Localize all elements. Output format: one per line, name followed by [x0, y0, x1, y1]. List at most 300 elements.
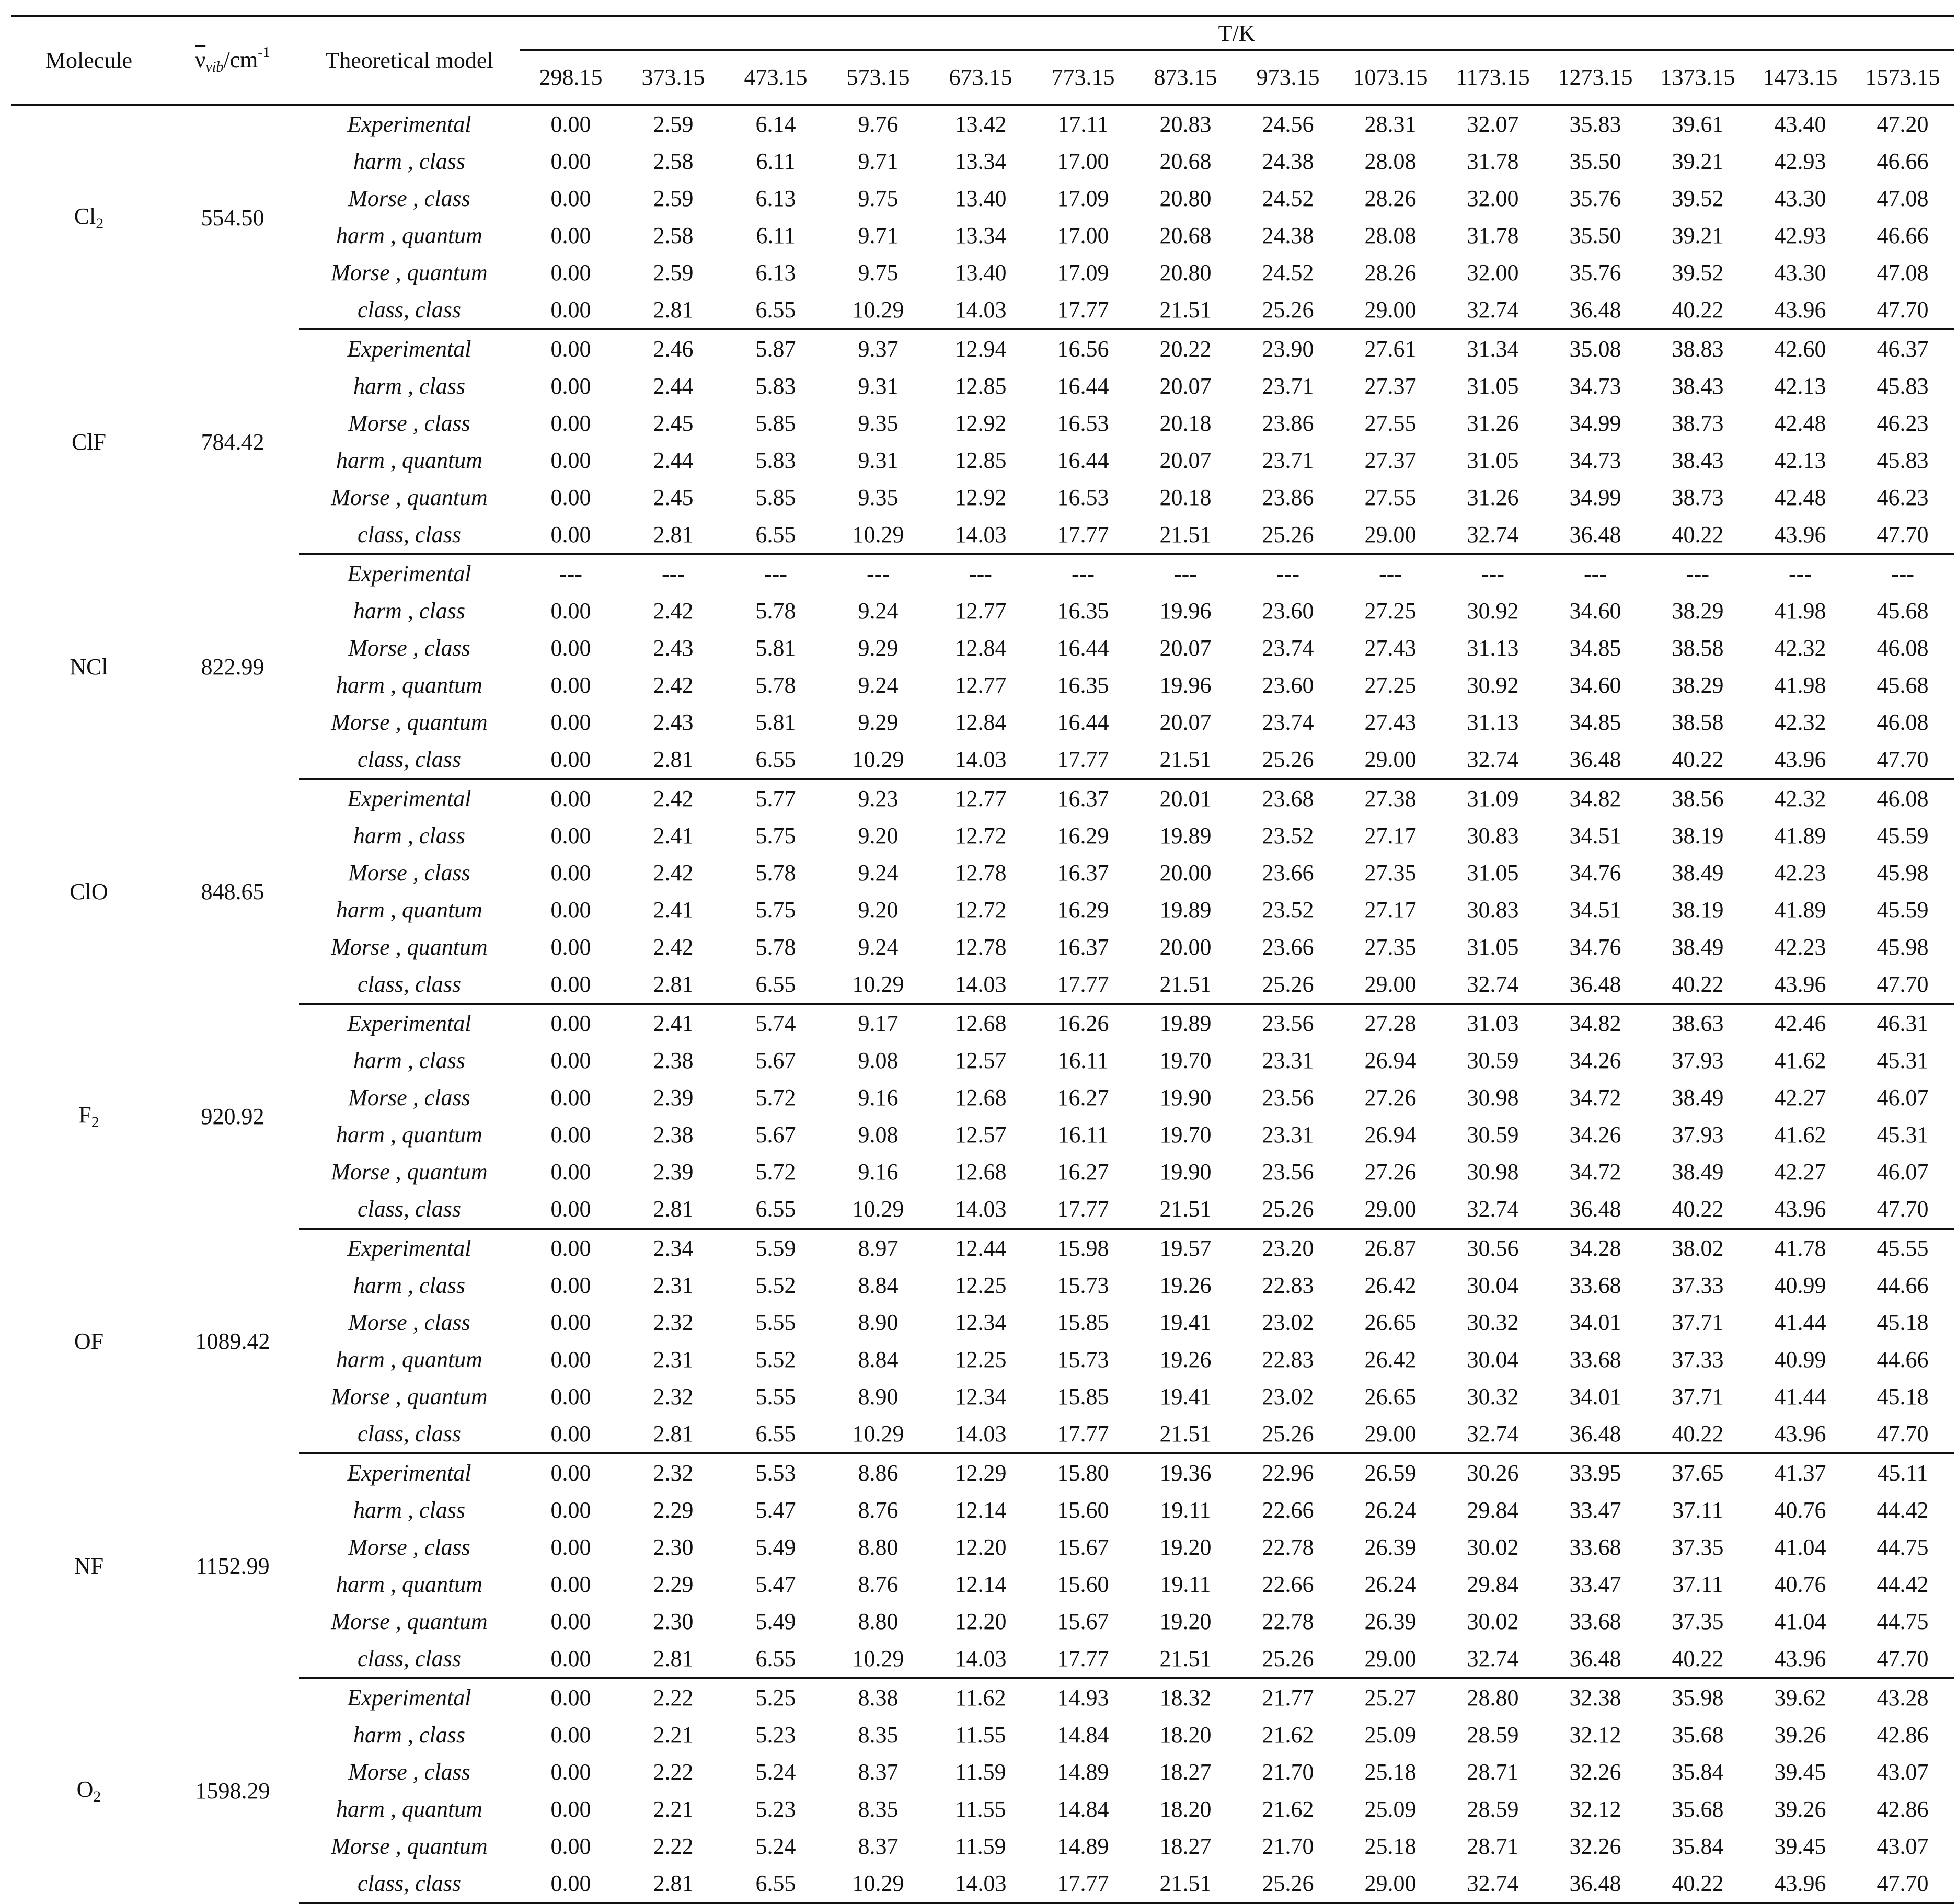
value-cell: 19.26: [1159, 1347, 1212, 1372]
table-row: [11, 928, 1954, 966]
value-cell: 0.00: [550, 410, 591, 436]
value-cell: 23.31: [1262, 1122, 1314, 1148]
table-row: [11, 1453, 1954, 1492]
value-cell: 19.20: [1159, 1609, 1212, 1634]
value-cell: 39.52: [1672, 186, 1724, 211]
value-cell: 6.55: [724, 291, 827, 329]
value-cell: 5.47: [755, 1497, 796, 1523]
value-cell: 5.24: [755, 1759, 796, 1785]
value-cell: 2.41: [653, 823, 694, 848]
value-cell: 10.29: [827, 1865, 929, 1903]
value-cell: 15.73: [1057, 1347, 1109, 1372]
value-cell: 40.22: [1647, 1190, 1749, 1229]
value-cell: 2.42: [653, 786, 694, 811]
table-row: [11, 1640, 1954, 1678]
value-cell: 37.35: [1672, 1534, 1724, 1560]
value-cell: 0.00: [550, 709, 591, 735]
value-cell: 45.11: [1877, 1460, 1928, 1486]
value-cell: 20.80: [1159, 260, 1212, 285]
value-cell: ---: [867, 561, 890, 587]
value-cell: 14.93: [1057, 1685, 1109, 1711]
wavenumber-cell: 784.42: [201, 429, 264, 455]
value-cell: 41.62: [1774, 1122, 1826, 1148]
value-cell: 21.62: [1262, 1722, 1314, 1748]
value-cell: 16.56: [1057, 336, 1109, 362]
value-cell: 32.07: [1467, 111, 1519, 137]
value-cell: 23.60: [1262, 672, 1314, 698]
value-cell: 38.73: [1672, 485, 1724, 510]
value-cell: 46.08: [1877, 786, 1929, 811]
value-cell: 2.39: [653, 1159, 694, 1185]
value-cell: 31.78: [1467, 148, 1519, 174]
value-cell: 9.76: [858, 111, 899, 137]
table-row: [11, 817, 1954, 854]
value-cell: 10.29: [827, 1190, 929, 1229]
value-cell: 30.83: [1467, 897, 1519, 923]
value-cell: 43.28: [1877, 1685, 1929, 1711]
value-cell: 39.61: [1672, 111, 1724, 137]
value-cell: 41.44: [1774, 1310, 1826, 1335]
value-cell: 47.70: [1851, 1190, 1954, 1229]
value-cell: 12.34: [954, 1310, 1007, 1335]
value-cell: 33.68: [1569, 1347, 1621, 1372]
value-cell: 14.03: [929, 1640, 1032, 1678]
value-cell: 20.00: [1159, 934, 1212, 960]
temperature-header: 1373.15: [1647, 50, 1749, 105]
model-cell: class, class: [299, 1190, 520, 1229]
value-cell: 5.52: [755, 1347, 796, 1372]
table-row: [11, 291, 1954, 329]
value-cell: 32.74: [1442, 1190, 1544, 1229]
value-cell: 28.26: [1364, 260, 1417, 285]
value-cell: 23.20: [1262, 1235, 1314, 1261]
model-cell: Experimental: [347, 786, 471, 811]
value-cell: 38.58: [1672, 635, 1724, 661]
value-cell: 23.56: [1262, 1085, 1314, 1110]
value-cell: 26.39: [1364, 1609, 1417, 1634]
value-cell: 30.59: [1467, 1048, 1519, 1073]
value-cell: 12.57: [954, 1122, 1007, 1148]
value-cell: 47.70: [1851, 1415, 1954, 1453]
table-row: [11, 1566, 1954, 1603]
value-cell: 45.55: [1877, 1235, 1929, 1261]
value-cell: 21.70: [1262, 1759, 1314, 1785]
value-cell: 38.19: [1672, 823, 1724, 848]
value-cell: 2.21: [653, 1796, 694, 1822]
value-cell: 24.52: [1262, 186, 1314, 211]
value-cell: 0.00: [520, 1865, 622, 1903]
value-cell: 12.77: [954, 598, 1007, 624]
value-cell: 9.71: [858, 223, 899, 248]
value-cell: 5.55: [755, 1310, 796, 1335]
value-cell: 2.45: [653, 410, 694, 436]
value-cell: 28.31: [1364, 111, 1417, 137]
value-cell: 9.24: [858, 672, 899, 698]
value-cell: 42.23: [1774, 934, 1826, 960]
value-cell: 12.84: [954, 635, 1007, 661]
value-cell: 34.82: [1569, 1011, 1621, 1036]
value-cell: 12.14: [954, 1497, 1007, 1523]
value-cell: 38.43: [1672, 448, 1724, 473]
value-cell: 13.40: [954, 260, 1007, 285]
value-cell: 16.11: [1057, 1048, 1109, 1073]
value-cell: 43.40: [1774, 111, 1826, 137]
value-cell: 12.94: [954, 336, 1007, 362]
value-cell: 9.75: [858, 186, 899, 211]
value-cell: 2.81: [622, 741, 724, 779]
temperature-header: 873.15: [1134, 50, 1237, 105]
value-cell: 34.01: [1569, 1310, 1621, 1335]
table-row: [11, 704, 1954, 741]
value-cell: 23.71: [1262, 373, 1314, 399]
table-row: [11, 554, 1954, 592]
value-cell: 12.72: [954, 897, 1007, 923]
value-cell: 26.42: [1364, 1272, 1417, 1298]
value-cell: 2.30: [653, 1534, 694, 1560]
value-cell: 14.89: [1057, 1759, 1109, 1785]
value-cell: 17.77: [1032, 1865, 1134, 1903]
value-cell: 21.51: [1134, 966, 1237, 1004]
value-cell: 2.38: [653, 1048, 694, 1073]
value-cell: 23.02: [1262, 1384, 1314, 1409]
value-cell: 6.13: [755, 186, 796, 211]
value-cell: 2.81: [622, 1190, 724, 1229]
table-row: [11, 891, 1954, 928]
value-cell: 5.49: [755, 1534, 796, 1560]
value-cell: 15.98: [1057, 1235, 1109, 1261]
value-cell: 5.67: [755, 1122, 796, 1148]
value-cell: 0.00: [550, 1122, 591, 1148]
value-cell: 19.89: [1159, 897, 1212, 923]
value-cell: 38.49: [1672, 1085, 1724, 1110]
table-row: [11, 1190, 1954, 1229]
value-cell: 2.44: [653, 373, 694, 399]
value-cell: 15.85: [1057, 1310, 1109, 1335]
value-cell: 6.55: [724, 1640, 827, 1678]
table-row: [11, 1378, 1954, 1415]
value-cell: 19.70: [1159, 1048, 1212, 1073]
value-cell: 8.80: [858, 1609, 899, 1634]
model-cell: harm , class: [353, 1722, 465, 1748]
value-cell: 43.07: [1877, 1759, 1929, 1785]
value-cell: 5.78: [755, 598, 796, 624]
value-cell: 9.16: [858, 1159, 899, 1185]
value-cell: 28.71: [1467, 1833, 1519, 1859]
table-row: [11, 854, 1954, 891]
value-cell: 19.89: [1159, 1011, 1212, 1036]
value-cell: 10.29: [827, 966, 929, 1004]
value-cell: 11.55: [955, 1722, 1006, 1748]
value-cell: 45.98: [1877, 934, 1929, 960]
value-cell: 18.20: [1159, 1796, 1212, 1822]
table-row: [11, 1828, 1954, 1865]
value-cell: 47.70: [1851, 741, 1954, 779]
value-cell: 23.90: [1262, 336, 1314, 362]
value-cell: 11.62: [955, 1685, 1006, 1711]
value-cell: 2.81: [622, 291, 724, 329]
model-cell: Morse , quantum: [331, 1384, 488, 1409]
value-cell: 17.77: [1032, 516, 1134, 554]
value-cell: 45.59: [1877, 823, 1929, 848]
value-cell: 31.26: [1467, 485, 1519, 510]
value-cell: 19.96: [1159, 672, 1212, 698]
value-cell: 25.18: [1364, 1833, 1417, 1859]
value-cell: ---: [1789, 561, 1812, 587]
value-cell: ---: [662, 561, 685, 587]
value-cell: 9.16: [858, 1085, 899, 1110]
value-cell: 21.51: [1134, 1190, 1237, 1229]
model-cell: harm , class: [353, 598, 465, 624]
value-cell: 19.20: [1159, 1534, 1212, 1560]
molecule-subscript: 2: [91, 1113, 99, 1131]
model-cell: Experimental: [347, 1235, 471, 1261]
model-cell: Morse , class: [348, 1759, 470, 1785]
value-cell: 16.27: [1057, 1159, 1109, 1185]
value-cell: ---: [1379, 561, 1402, 587]
value-cell: 5.87: [755, 336, 796, 362]
value-cell: 23.56: [1262, 1011, 1314, 1036]
value-cell: 37.71: [1672, 1310, 1724, 1335]
value-cell: 36.48: [1544, 1865, 1647, 1903]
value-cell: 30.02: [1467, 1534, 1519, 1560]
value-cell: 11.59: [955, 1759, 1006, 1785]
value-cell: 30.59: [1467, 1122, 1519, 1148]
value-cell: 35.76: [1569, 260, 1621, 285]
value-cell: 43.96: [1749, 966, 1851, 1004]
value-cell: 46.23: [1877, 485, 1929, 510]
value-cell: 17.11: [1057, 111, 1109, 137]
value-cell: 46.23: [1877, 410, 1929, 436]
value-cell: 38.19: [1672, 897, 1724, 923]
value-cell: 33.47: [1569, 1572, 1621, 1597]
value-cell: 29.00: [1339, 741, 1442, 779]
value-cell: 38.63: [1672, 1011, 1724, 1036]
value-cell: 22.83: [1262, 1347, 1314, 1372]
value-cell: 5.47: [755, 1572, 796, 1597]
value-cell: 43.96: [1749, 1865, 1851, 1903]
temperature-header: 1273.15: [1544, 50, 1647, 105]
value-cell: 41.62: [1774, 1048, 1826, 1073]
value-cell: 38.49: [1672, 1159, 1724, 1185]
value-cell: 35.84: [1672, 1833, 1724, 1859]
value-cell: ---: [559, 561, 582, 587]
table-row: [11, 1753, 1954, 1791]
value-cell: 19.41: [1159, 1384, 1212, 1409]
value-cell: 9.37: [858, 336, 899, 362]
value-cell: 12.72: [954, 823, 1007, 848]
model-cell: Morse , quantum: [331, 485, 488, 510]
value-cell: 0.00: [550, 1796, 591, 1822]
value-cell: 12.78: [954, 934, 1007, 960]
value-cell: 27.35: [1364, 934, 1417, 960]
value-cell: 10.29: [827, 1415, 929, 1453]
value-cell: 24.52: [1262, 260, 1314, 285]
value-cell: 0.00: [520, 1640, 622, 1678]
value-cell: 46.66: [1877, 148, 1929, 174]
value-cell: 28.08: [1364, 223, 1417, 248]
value-cell: 33.68: [1569, 1609, 1621, 1634]
temperature-header: 373.15: [622, 50, 724, 105]
value-cell: 20.22: [1159, 336, 1212, 362]
value-cell: 19.26: [1159, 1272, 1212, 1298]
value-cell: 14.03: [929, 741, 1032, 779]
value-cell: 2.29: [653, 1497, 694, 1523]
value-cell: 6.55: [724, 741, 827, 779]
molecule-cell: [11, 1004, 166, 1229]
value-cell: 5.75: [755, 897, 796, 923]
value-cell: 38.49: [1672, 934, 1724, 960]
model-cell: harm , class: [353, 1497, 465, 1523]
value-cell: 31.05: [1467, 934, 1519, 960]
value-cell: 20.00: [1159, 860, 1212, 886]
value-cell: 31.78: [1467, 223, 1519, 248]
wavenumber-cell: 554.50: [201, 204, 264, 231]
value-cell: 35.98: [1672, 1685, 1724, 1711]
value-cell: 33.68: [1569, 1272, 1621, 1298]
value-cell: 40.22: [1647, 966, 1749, 1004]
value-cell: 0.00: [550, 448, 591, 473]
value-cell: 9.23: [858, 786, 899, 811]
molecule-formula: O: [76, 1776, 94, 1802]
value-cell: 34.73: [1569, 448, 1621, 473]
value-cell: 38.56: [1672, 786, 1724, 811]
value-cell: ---: [1072, 561, 1095, 587]
molecule-cell: [11, 329, 166, 554]
value-cell: 30.98: [1467, 1159, 1519, 1185]
value-cell: 45.18: [1877, 1310, 1929, 1335]
value-cell: 27.35: [1364, 860, 1417, 886]
value-cell: 27.55: [1364, 485, 1417, 510]
value-cell: 8.37: [858, 1759, 899, 1785]
value-cell: 28.59: [1467, 1722, 1519, 1748]
value-cell: 34.01: [1569, 1384, 1621, 1409]
value-cell: 31.09: [1467, 786, 1519, 811]
model-cell: class, class: [299, 1640, 520, 1678]
value-cell: 12.84: [954, 709, 1007, 735]
wavenumber-cell: 1598.29: [195, 1777, 270, 1804]
value-cell: ---: [1891, 561, 1914, 587]
value-cell: 14.89: [1057, 1833, 1109, 1859]
value-cell: 26.94: [1364, 1122, 1417, 1148]
value-cell: 46.66: [1877, 223, 1929, 248]
model-cell: harm , class: [353, 148, 465, 174]
value-cell: 2.42: [653, 598, 694, 624]
value-cell: 22.83: [1262, 1272, 1314, 1298]
model-cell: Morse , class: [348, 1085, 470, 1110]
value-cell: 9.71: [858, 148, 899, 174]
table-row: [11, 1603, 1954, 1640]
value-cell: 12.29: [954, 1460, 1007, 1486]
value-cell: 0.00: [550, 1159, 591, 1185]
model-cell: harm , class: [353, 823, 465, 848]
value-cell: 12.25: [954, 1347, 1007, 1372]
value-cell: 45.68: [1877, 598, 1929, 624]
value-cell: 42.86: [1877, 1722, 1929, 1748]
table-row: [11, 180, 1954, 217]
molecule-formula: ClO: [70, 878, 108, 904]
table-row: [11, 143, 1954, 180]
value-cell: 25.26: [1237, 741, 1339, 779]
model-cell: Morse , quantum: [331, 709, 488, 735]
value-cell: 20.68: [1159, 148, 1212, 174]
value-cell: 8.80: [858, 1534, 899, 1560]
value-cell: 30.32: [1467, 1384, 1519, 1409]
value-cell: 0.00: [550, 1685, 591, 1711]
value-cell: 31.05: [1467, 448, 1519, 473]
value-cell: 8.76: [858, 1497, 899, 1523]
model-cell: class, class: [299, 1415, 520, 1453]
model-cell: class, class: [299, 741, 520, 779]
table-row: [11, 1791, 1954, 1828]
value-cell: 16.44: [1057, 635, 1109, 661]
table-row: [11, 368, 1954, 405]
value-cell: 41.89: [1774, 823, 1826, 848]
table-row: [11, 1415, 1954, 1453]
value-cell: 34.73: [1569, 373, 1621, 399]
table-row: [11, 1716, 1954, 1753]
value-cell: 2.30: [653, 1609, 694, 1634]
nu-symbol: $\overline{\nu}$: [195, 47, 206, 73]
value-cell: 24.38: [1262, 223, 1314, 248]
value-cell: 46.07: [1877, 1085, 1929, 1110]
value-cell: 27.55: [1364, 410, 1417, 436]
value-cell: 19.11: [1160, 1497, 1211, 1523]
value-cell: 34.72: [1569, 1159, 1621, 1185]
value-cell: 2.32: [653, 1310, 694, 1335]
value-cell: 9.24: [858, 598, 899, 624]
model-cell: harm , quantum: [336, 672, 482, 698]
value-cell: 19.89: [1159, 823, 1212, 848]
value-cell: 42.13: [1774, 373, 1826, 399]
value-cell: 16.11: [1057, 1122, 1109, 1148]
value-cell: 22.78: [1262, 1609, 1314, 1634]
value-cell: 19.11: [1160, 1572, 1211, 1597]
value-cell: 26.65: [1364, 1310, 1417, 1335]
value-cell: 2.34: [653, 1235, 694, 1261]
value-cell: 8.84: [858, 1272, 899, 1298]
value-cell: 34.82: [1569, 786, 1621, 811]
value-cell: 27.43: [1364, 635, 1417, 661]
value-cell: 20.83: [1159, 111, 1212, 137]
value-cell: 18.27: [1159, 1833, 1212, 1859]
value-cell: 45.98: [1877, 860, 1929, 886]
value-cell: 2.44: [653, 448, 694, 473]
value-cell: 37.33: [1672, 1347, 1724, 1372]
model-cell: harm , quantum: [336, 1572, 482, 1597]
value-cell: 5.72: [755, 1159, 796, 1185]
molecule-cell: [11, 1453, 166, 1678]
value-cell: 0.00: [550, 1833, 591, 1859]
value-cell: 27.38: [1364, 786, 1417, 811]
value-cell: 26.87: [1364, 1235, 1417, 1261]
value-cell: 25.26: [1237, 1865, 1339, 1903]
value-cell: 2.29: [653, 1572, 694, 1597]
value-cell: 29.00: [1339, 1190, 1442, 1229]
value-cell: 32.26: [1569, 1833, 1621, 1859]
value-cell: 10.29: [827, 291, 929, 329]
value-cell: 12.20: [954, 1609, 1007, 1634]
value-cell: 0.00: [550, 1011, 591, 1036]
value-cell: 42.60: [1774, 336, 1826, 362]
value-cell: 26.39: [1364, 1534, 1417, 1560]
molecule-formula: ClF: [71, 429, 107, 455]
value-cell: 0.00: [550, 1460, 591, 1486]
value-cell: 23.31: [1262, 1048, 1314, 1073]
value-cell: ---: [1481, 561, 1504, 587]
nu-unit: /cm: [223, 47, 258, 73]
value-cell: 23.71: [1262, 448, 1314, 473]
value-cell: 0.00: [550, 786, 591, 811]
